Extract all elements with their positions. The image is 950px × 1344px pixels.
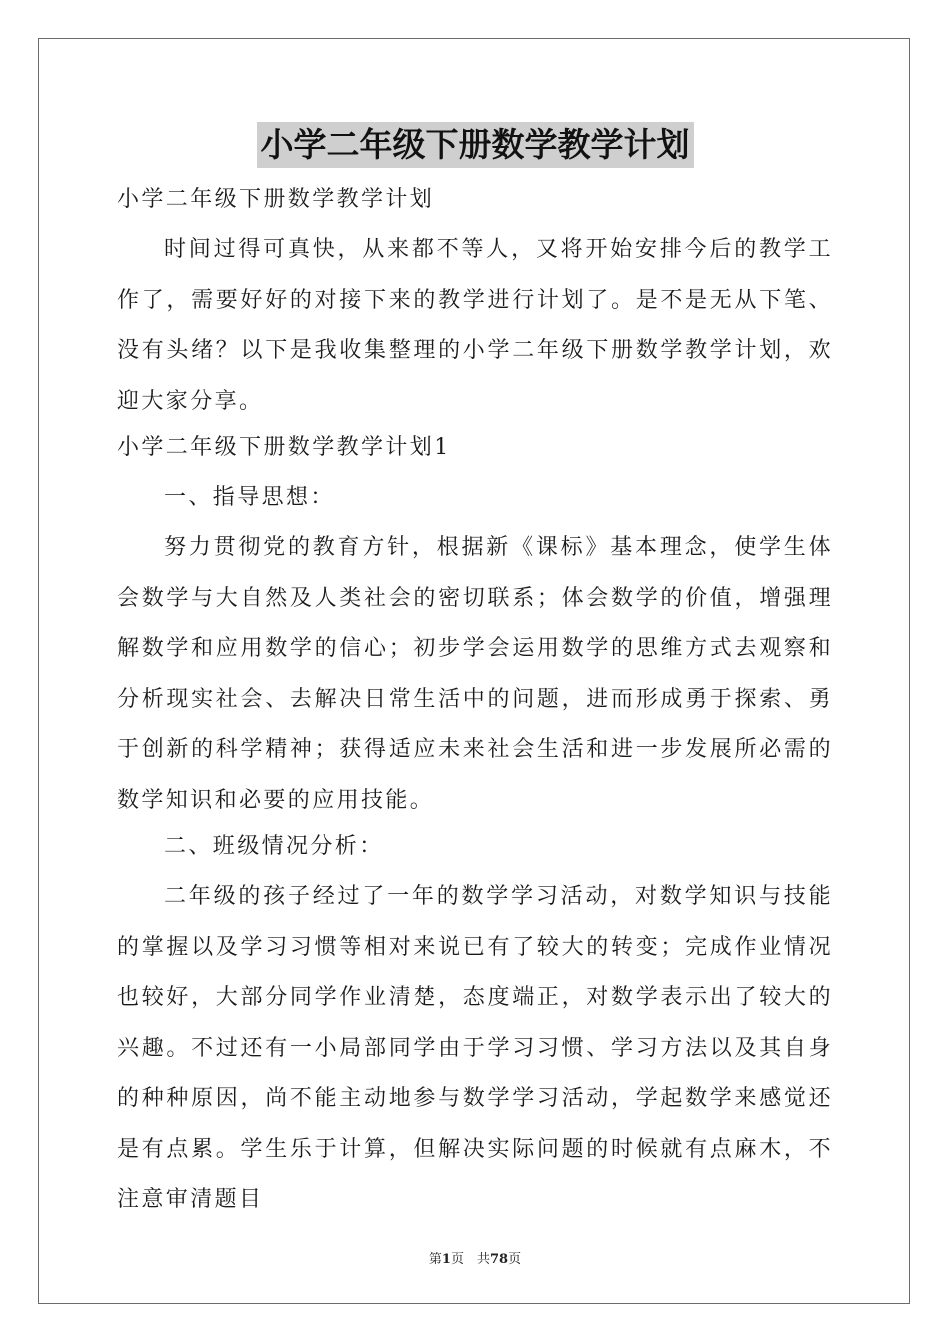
paragraph-class-body: 二年级的孩子经过了一年的数学学习活动，对数学知识与技能的掌握以及学习习惯等相对来说已有了较大的转变；完成作业情况也较好，大部分同学作业清楚，态度端正，对数学表示出了较大的兴趣。不过还有一小局部同学由于学习习惯、学习方法以及其自身的种种原因，尚不能主动地参与数学学习活动，学起数学来感觉还是有点累。学生乐于计算，但解决实际问题的时候就有点麻木，不注意审清题目 <box>117 884 833 1212</box>
footer-page-current: 1 <box>441 1252 451 1267</box>
paragraph-guiding-heading: 一、指导思想： <box>164 485 335 510</box>
paragraph-intro: 时间过得可真快，从来都不等人，又将开始安排今后的教学工作了，需要好好的对接下来的教学进行计划了。是不是无从下笔、没有头绪？以下是我收集整理的小学二年级下册数学教学计划，欢迎大家分享。 <box>117 237 833 414</box>
footer-suffix: 页 <box>508 1252 522 1267</box>
title-container <box>117 122 833 168</box>
footer-prefix: 第 <box>428 1252 442 1267</box>
paragraph-heading: 小学二年级下册数学教学计划 <box>117 187 435 212</box>
document-title: 小学二年级下册数学教学计划 <box>257 122 694 168</box>
footer-page-total: 78 <box>489 1252 509 1267</box>
paragraph-section-title: 小学二年级下册数学教学计划1 <box>117 435 451 460</box>
paragraph-guiding-body: 努力贯彻党的教育方针，根据新《课标》基本理念，使学生体会数学与大自然及人类社会的密切联系；体会数学的价值，增强理解数学和应用数学的信心；初步学会运用数学的思维方式去观察和分析现实社会、去解决日常生活中的问题，进而形成勇于探索、勇于创新的科学精神；获得适应未来社会生活和进一步发展所必需的数学知识和必要的应用技能。 <box>117 535 833 813</box>
paragraph-class-heading: 二、班级情况分析： <box>164 834 384 859</box>
page-footer <box>0 1248 950 1267</box>
footer-mid: 页 共 <box>450 1252 490 1267</box>
